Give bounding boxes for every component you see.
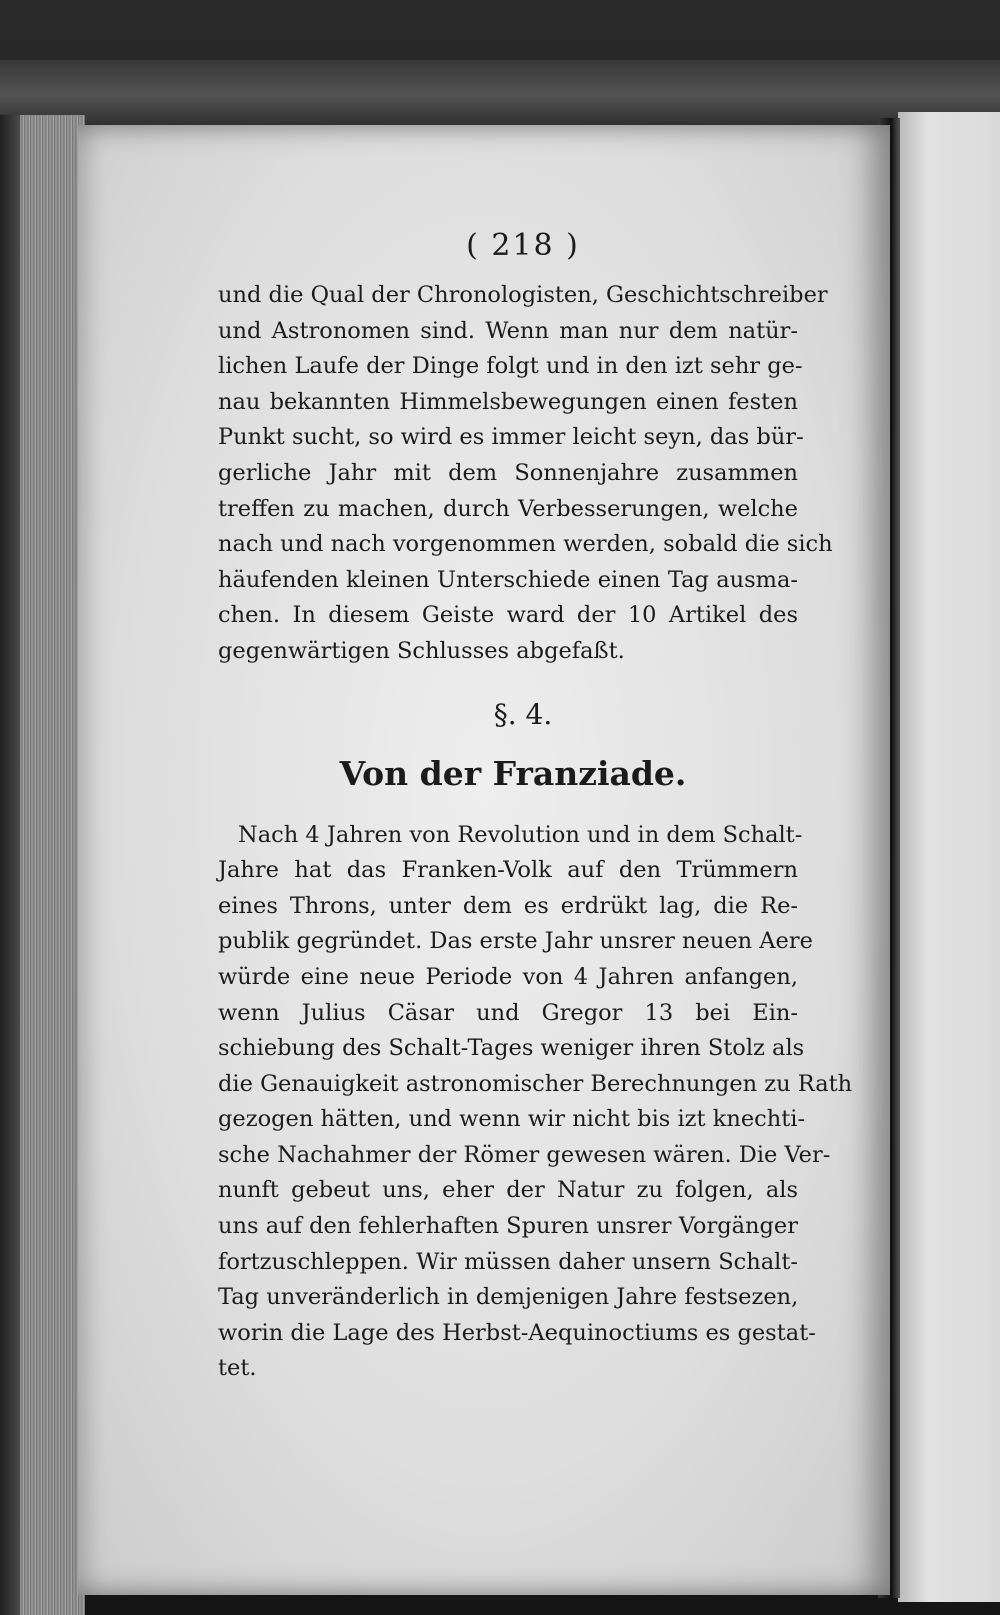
text-line: nunft gebeut uns, eher der Natur zu folgen, als (218, 1177, 798, 1204)
text-line: publik gegründet. Das erste Jahr unsrer neuen Aere (218, 928, 813, 955)
section-title: Von der Franziade. (339, 753, 687, 793)
text-line: lichen Laufe der Dinge folgt und in den izt sehr ge- (218, 353, 803, 380)
facing-page (898, 112, 1000, 1602)
text-line: und Astronomen sind. Wenn man nur dem natür- (218, 317, 798, 344)
text-line: tet. (218, 1355, 257, 1382)
text-line: wenn Julius Cäsar und Gregor 13 bei Ein- (218, 999, 798, 1026)
text-line: sche Nachahmer der Römer gewesen wären. Die Ver- (218, 1141, 831, 1168)
page-number: ( 218 ) (466, 228, 580, 263)
text-line: nau bekannten Himmelsbewegungen einen festen (218, 388, 798, 415)
text-line: worin die Lage des Herbst-Aequinoctiums es gestat- (218, 1319, 816, 1346)
text-line: häufenden kleinen Unterschiede einen Tag ausma- (218, 566, 798, 593)
paragraph-2 (218, 818, 853, 1388)
text-line: gerliche Jahr mit dem Sonnenjahre zusammen (218, 459, 798, 486)
text-line: und die Qual der Chronologisten, Geschichtschreiber (218, 282, 828, 308)
text-line: gegenwärtigen Schlusses abgefaßt. (218, 637, 625, 664)
page-text (218, 228, 853, 1387)
text-line: Jahre hat das Franken-Volk auf den Trümmern (218, 857, 798, 884)
text-line: eines Throns, unter dem es erdrükt lag, die Re- (218, 892, 798, 919)
text-line: Punkt sucht, so wird es immer leicht seyn, das bür- (218, 424, 804, 451)
text-line: treffen zu machen, durch Verbesserungen, welche (218, 495, 798, 522)
text-line: Tag unveränderlich in demjenigen Jahre festsezen, (218, 1284, 799, 1311)
text-line: würde eine neue Periode von 4 Jahren anfangen, (218, 963, 798, 990)
text-line: nach und nach vorgenommen werden, sobald die sich (218, 531, 833, 558)
text-line: Nach 4 Jahren von Revolution und in dem Schalt- (238, 821, 803, 848)
text-line: uns auf den fehlerhaften Spuren unsrer Vorgänger (218, 1213, 798, 1240)
text-line: die Genauigkeit astronomischer Berechnungen zu Rath (218, 1070, 853, 1097)
text-line: fortzuschleppen. Wir müssen daher unsern Schalt- (218, 1248, 798, 1275)
paragraph-1 (218, 278, 833, 670)
text-line: schiebung des Schalt-Tages weniger ihren Stolz als (218, 1035, 805, 1062)
text-line: gezogen hätten, und wenn wir nicht bis izt knechti- (218, 1106, 806, 1133)
book-cover-edge (0, 60, 1000, 130)
binding-shadow (0, 115, 20, 1615)
section-number: §. 4. (493, 697, 553, 731)
text-line: chen. In diesem Geiste ward der 10 Artikel des (218, 602, 798, 629)
